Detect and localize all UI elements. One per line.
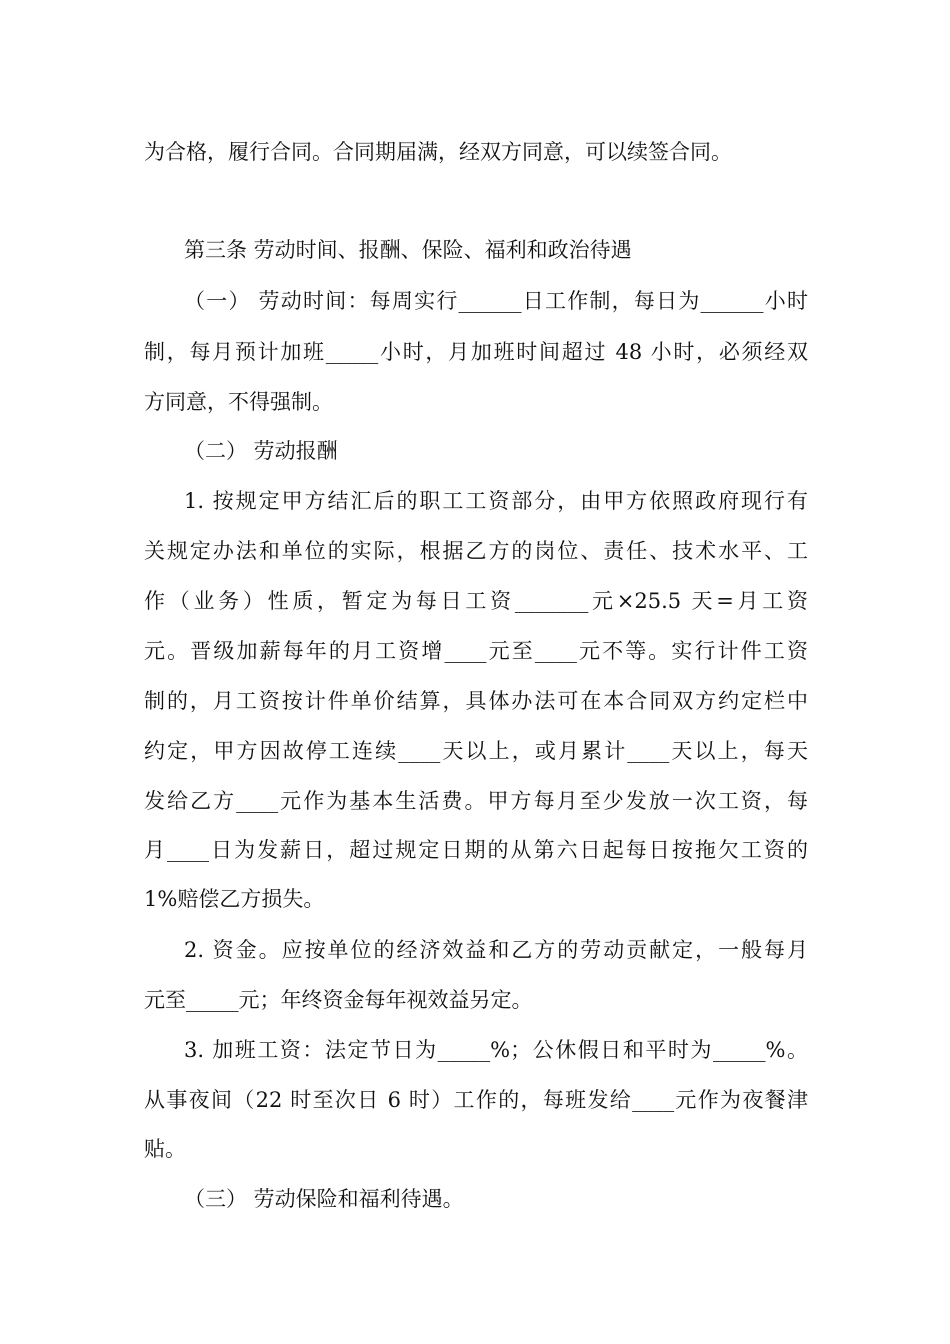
section-heading: （二） 劳动报酬	[184, 439, 338, 463]
text-line: 为合格，履行合同。合同期届满，经双方同意，可以续签合同。	[144, 140, 732, 164]
section-heading: （三） 劳动保险和福利待遇。	[184, 1187, 464, 1211]
text-line: 月____日为发薪日，超过规定日期的从第六日起每日按拖欠工资的	[144, 838, 808, 862]
text-line: 方同意，不得强制。	[144, 390, 333, 414]
text-line: （一） 劳动时间：每周实行______日工作制，每日为______小时	[184, 289, 808, 313]
text-line: 约定，甲方因故停工连续____天以上，或月累计____天以上，每天	[144, 739, 808, 763]
text-line: 2. 资金。应按单位的经济效益和乙方的劳动贡献定，一般每月	[184, 938, 808, 962]
text-line: 发给乙方____元作为基本生活费。甲方每月至少发放一次工资，每	[144, 789, 808, 813]
text-line: 作（业务）性质，暂定为每日工资_______元×25.5 天=月工资	[144, 589, 808, 613]
text-line: 从事夜间（22 时至次日 6 时）工作的，每班发给____元作为夜餐津	[144, 1088, 808, 1112]
text-line: 制的，月工资按计件单价结算，具体办法可在本合同双方约定栏中	[144, 689, 808, 713]
text-line: 1%赔偿乙方损失。	[144, 887, 325, 911]
article-heading: 第三条 劳动时间、报酬、保险、福利和政治待遇	[184, 238, 632, 262]
text-line: 关规定办法和单位的实际，根据乙方的岗位、责任、技术水平、工	[144, 539, 808, 563]
text-line: 贴。	[144, 1137, 186, 1161]
text-line: 3. 加班工资：法定节日为_____%；公休假日和平时为_____%。	[184, 1038, 808, 1062]
text-line: 制，每月预计加班_____小时，月加班时间超过 48 小时，必须经双	[144, 340, 808, 364]
text-line: 1. 按规定甲方结汇后的职工工资部分，由甲方依照政府现行有	[184, 489, 808, 513]
text-line: 元。晋级加薪每年的月工资增____元至____元不等。实行计件工资	[144, 639, 808, 663]
text-line: 元至_____元；年终资金每年视效益另定。	[144, 988, 533, 1012]
